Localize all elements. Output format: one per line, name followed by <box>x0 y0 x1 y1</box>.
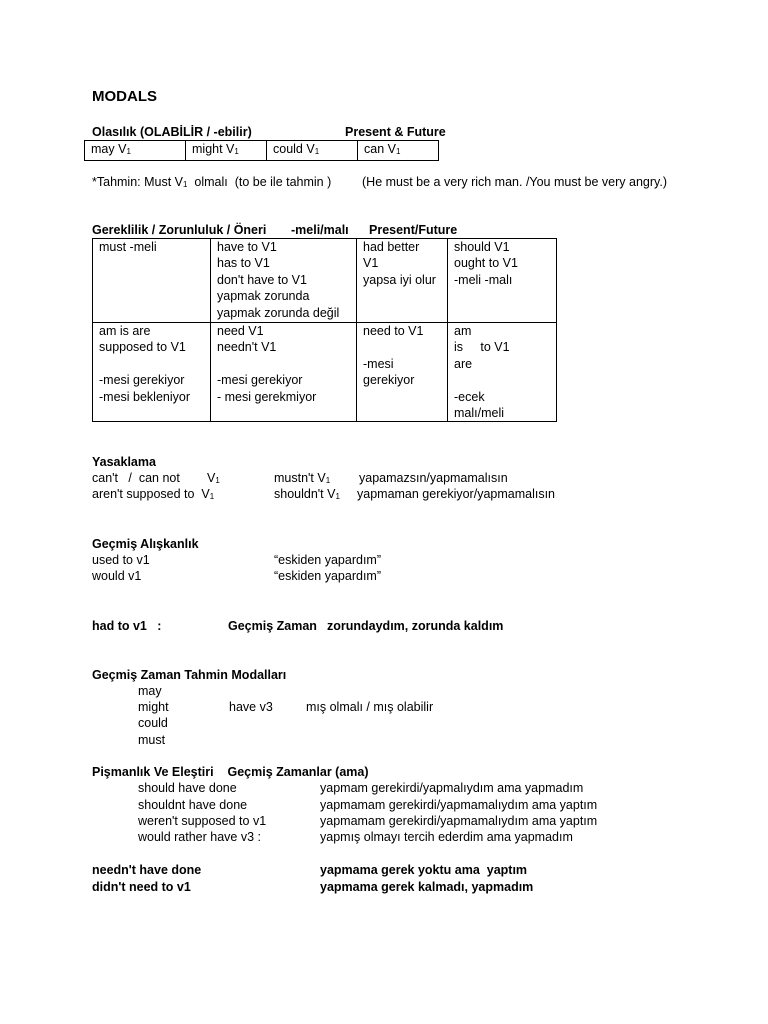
necessity-cell: need to V1 -mesi gerekiyor <box>357 323 448 422</box>
had-to-tense: Geçmiş Zaman <box>228 619 317 633</box>
prohibition-line: can't / can not <box>92 471 180 485</box>
prohibition-verb: $V_1$ <box>207 471 220 485</box>
needn-meaning: yapmama gerek kalmadı, yapmadım <box>320 880 534 894</box>
habit-meaning: “eskiden yapardım” <box>274 553 381 567</box>
page-title: MODALS <box>92 88 157 105</box>
regret-line: shouldnt have done <box>138 798 248 812</box>
needn-line: needn't have done <box>92 863 202 877</box>
needn-meaning: yapmama gerek yoktu ama yaptım <box>320 863 528 877</box>
necessity-suffix: -meli/malı <box>291 223 349 237</box>
possibility-heading: Olasılık (OLABİLİR / -ebilir) <box>92 125 252 139</box>
regret-line: would rather have v3 : <box>138 830 261 844</box>
possibility-cell: might $V_1$ <box>186 141 267 161</box>
past-guess-heading: Geçmiş Zaman Tahmin Modalları <box>92 668 287 682</box>
past-guess-item: must <box>138 733 166 747</box>
possibility-table <box>84 140 439 161</box>
necessity-heading: Gereklilik / Zorunluluk / Öneri <box>92 223 267 237</box>
prohibition-heading: Yasaklama <box>92 455 156 469</box>
past-guess-form: have v3 <box>229 700 273 714</box>
necessity-table <box>92 238 557 422</box>
habit-heading: Geçmiş Alışkanlık <box>92 537 199 551</box>
habit-line: would v1 <box>92 569 142 583</box>
necessity-cell: have to V1 has to V1 don't have to V1 yapmak zorunda yapmak zorunda değil <box>211 239 357 323</box>
regret-line: weren't supposed to v1 <box>138 814 267 828</box>
possibility-cell: may $V_1$ <box>85 141 186 161</box>
habit-meaning: “eskiden yapardım” <box>274 569 381 583</box>
guess-line: *Tahmin: Must $V_1$ olmalı (to be ile tahmin ) <box>92 175 332 189</box>
had-to-meaning: zorundaydım, zorunda kaldım <box>327 619 504 633</box>
regret-meaning: yapmış olmayı tercih ederdim ama yapmadım <box>320 830 573 844</box>
regret-meaning: yapmam gerekirdi/yapmalıydım ama yapmadım <box>320 781 584 795</box>
regret-meaning: yapmamam gerekirdi/yapmamalıydım ama yaptım <box>320 798 598 812</box>
regret-meaning: yapmamam gerekirdi/yapmamalıydım ama yaptım <box>320 814 598 828</box>
possibility-cell: could $V_1$ <box>267 141 358 161</box>
necessity-cell: am is to V1 are -ecek malı/meli <box>448 323 557 422</box>
possibility-cell: can $V_1$ <box>358 141 439 161</box>
prohibition-meaning: yapamazsın/yapmamalısın <box>359 471 508 485</box>
regret-line: should have done <box>138 781 237 795</box>
prohibition-modal: shouldn't $V_1$ <box>274 487 340 501</box>
past-guess-meaning: mış olmalı / mış olabilir <box>306 700 434 714</box>
regret-heading: Pişmanlık Ve Eleştiri Geçmiş Zamanlar (ama) <box>92 765 369 779</box>
past-guess-item: might <box>138 700 169 714</box>
necessity-cell: am is are supposed to V1 -mesi gerekiyor -mesi bekleniyor <box>93 323 211 422</box>
had-to-label: had to v1 : <box>92 619 162 633</box>
prohibition-modal: mustn't $V_1$ <box>274 471 331 485</box>
necessity-tense: Present/Future <box>369 223 458 237</box>
habit-line: used to v1 <box>92 553 150 567</box>
past-guess-item: could <box>138 716 168 730</box>
necessity-cell: need V1 needn't V1 -mesi gerekiyor - mesi gerekmiyor <box>211 323 357 422</box>
past-guess-item: may <box>138 684 162 698</box>
possibility-tense: Present & Future <box>345 125 446 139</box>
guess-example: (He must be a very rich man. /You must be very angry.) <box>362 175 667 189</box>
needn-line: didn't need to v1 <box>92 880 191 894</box>
necessity-cell: must -meli <box>93 239 211 323</box>
prohibition-meaning: yapmaman gerekiyor/yapmamalısın <box>357 487 555 501</box>
necessity-cell: had better V1 yapsa iyi olur <box>357 239 448 323</box>
necessity-cell: should V1 ought to V1 -meli -malı <box>448 239 557 323</box>
prohibition-line: aren't supposed to $V_1$ <box>92 487 215 501</box>
